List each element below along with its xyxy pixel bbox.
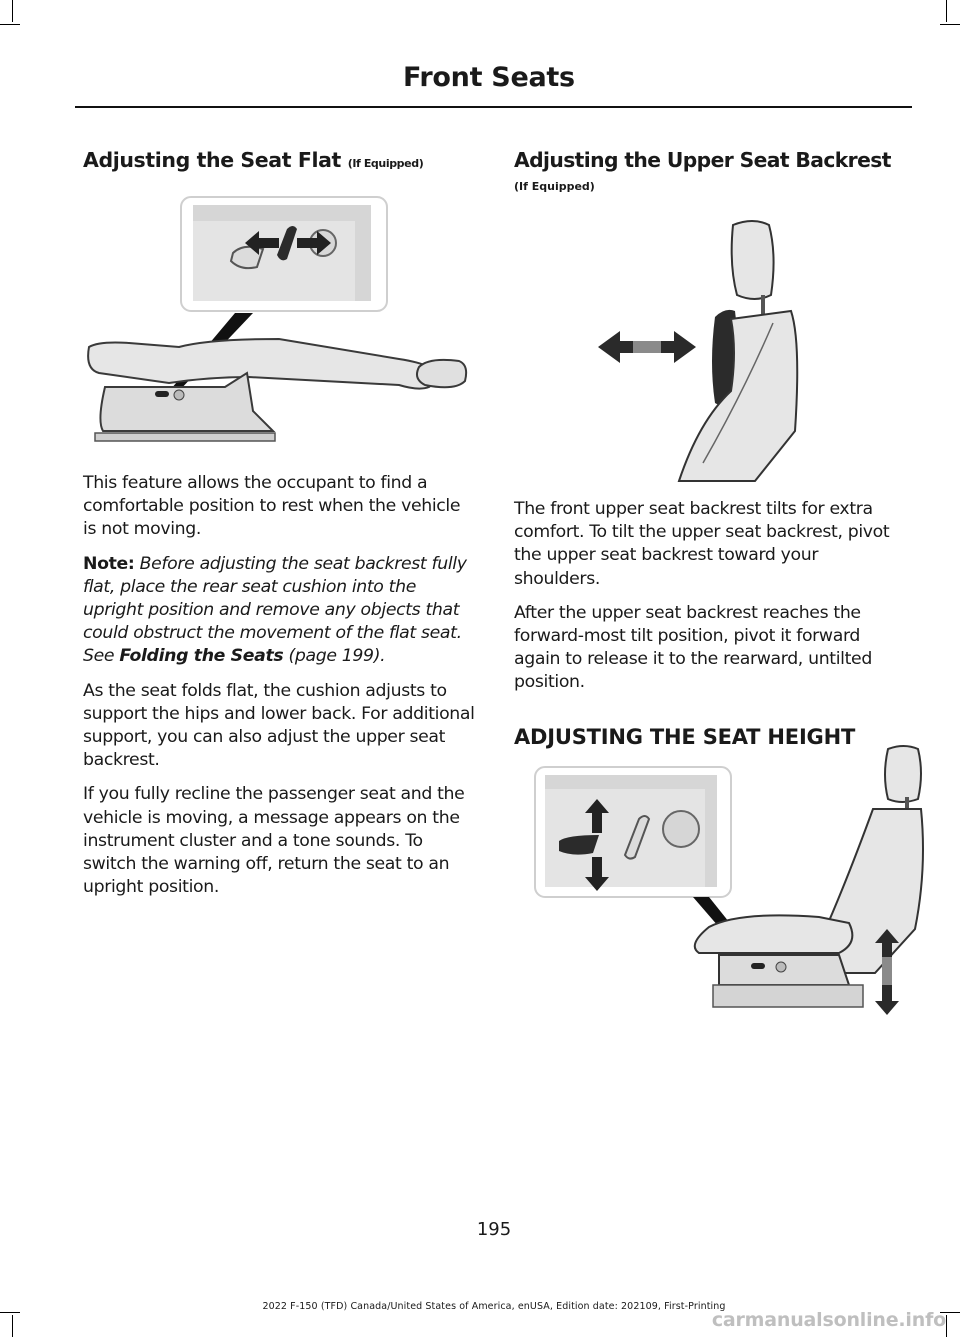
left-heading-block [83,148,475,176]
watermark: carmanualsonline.info [711,1309,946,1331]
note [83,553,475,669]
crop-mark [0,24,20,25]
footer-edition: 2022 F-150 (TFD) Canada/United States of America, enUSA, Edition date: 202109, First-Printing [262,1301,726,1312]
note-text: Before adjusting the seat backrest fully flat, place the rear seat cushion into the upright position and remove any objects that could obstruct the movement of the flat seat. See [83,553,467,667]
seat-switch-dial [776,962,786,972]
multi-contour-dial [663,811,699,847]
left-body [83,472,475,899]
paragraph: After the upper seat backrest reaches the forward-most tilt position, pivot it forward again to release it to the rearward, untilted position. [514,602,872,693]
heading-text: Adjusting the Seat Flat [83,148,341,172]
page-reference: (page 199). [288,646,386,667]
crop-mark [12,0,13,22]
seat-switch-small [155,391,169,397]
crop-mark [946,0,947,22]
if-equipped-label: (If Equipped) [514,180,595,193]
seat-rail [95,433,275,441]
section-heading-seat-height: ADJUSTING THE SEAT HEIGHT [514,724,856,749]
seat-backrest [679,311,797,481]
if-equipped-label: (If Equipped) [347,157,424,170]
headrest-icon [417,360,466,387]
paragraph: As the seat folds flat, the cushion adjusts to support the hips and lower back. For additional support, you can also adjust the upper seat backrest. [83,680,475,771]
paragraph: If you fully recline the passenger seat and the vehicle is moving, a message appears on the instrument cluster and a tone sounds. To switch the warning off, return the seat to an upright position. [83,784,465,898]
seat-switch-dial [174,390,184,400]
page-title: Front Seats [403,62,575,93]
paragraph: This feature allows the occupant to find a comfortable position to rest when the vehicle is not moving. [83,473,461,540]
headrest-icon [732,221,774,299]
seat-height-illustration [533,745,928,1015]
right-body [514,498,906,749]
flat-seat-cushion [88,339,439,389]
paragraph: The front upper seat backrest tilts for extra comfort. To tilt the upper seat backrest, pivot the upper seat backrest toward your shoulders. [514,499,890,589]
arrow-gradient-band [633,341,661,353]
crop-mark [940,24,960,25]
crop-mark [946,1315,947,1337]
section-heading-upper-backrest: Adjusting the Upper Seat Backrest [514,148,891,172]
seat-rail [713,985,863,1007]
page-number: 195 [476,1219,512,1240]
arrow-gradient-band [882,957,892,985]
headrest-icon [885,746,921,802]
section-heading-seat-flat [83,148,475,176]
note-label: Note: [83,553,135,574]
upper-backrest-illustration [595,215,810,480]
seat-switch-small [751,963,765,969]
crop-mark [0,1312,20,1313]
seat-flat-illustration [85,195,480,450]
headrest-post [761,295,765,315]
cross-reference-link[interactable]: Folding the Seats [119,646,284,667]
right-heading-block [514,148,912,193]
header-rule [75,106,912,108]
crop-mark [12,1315,13,1337]
